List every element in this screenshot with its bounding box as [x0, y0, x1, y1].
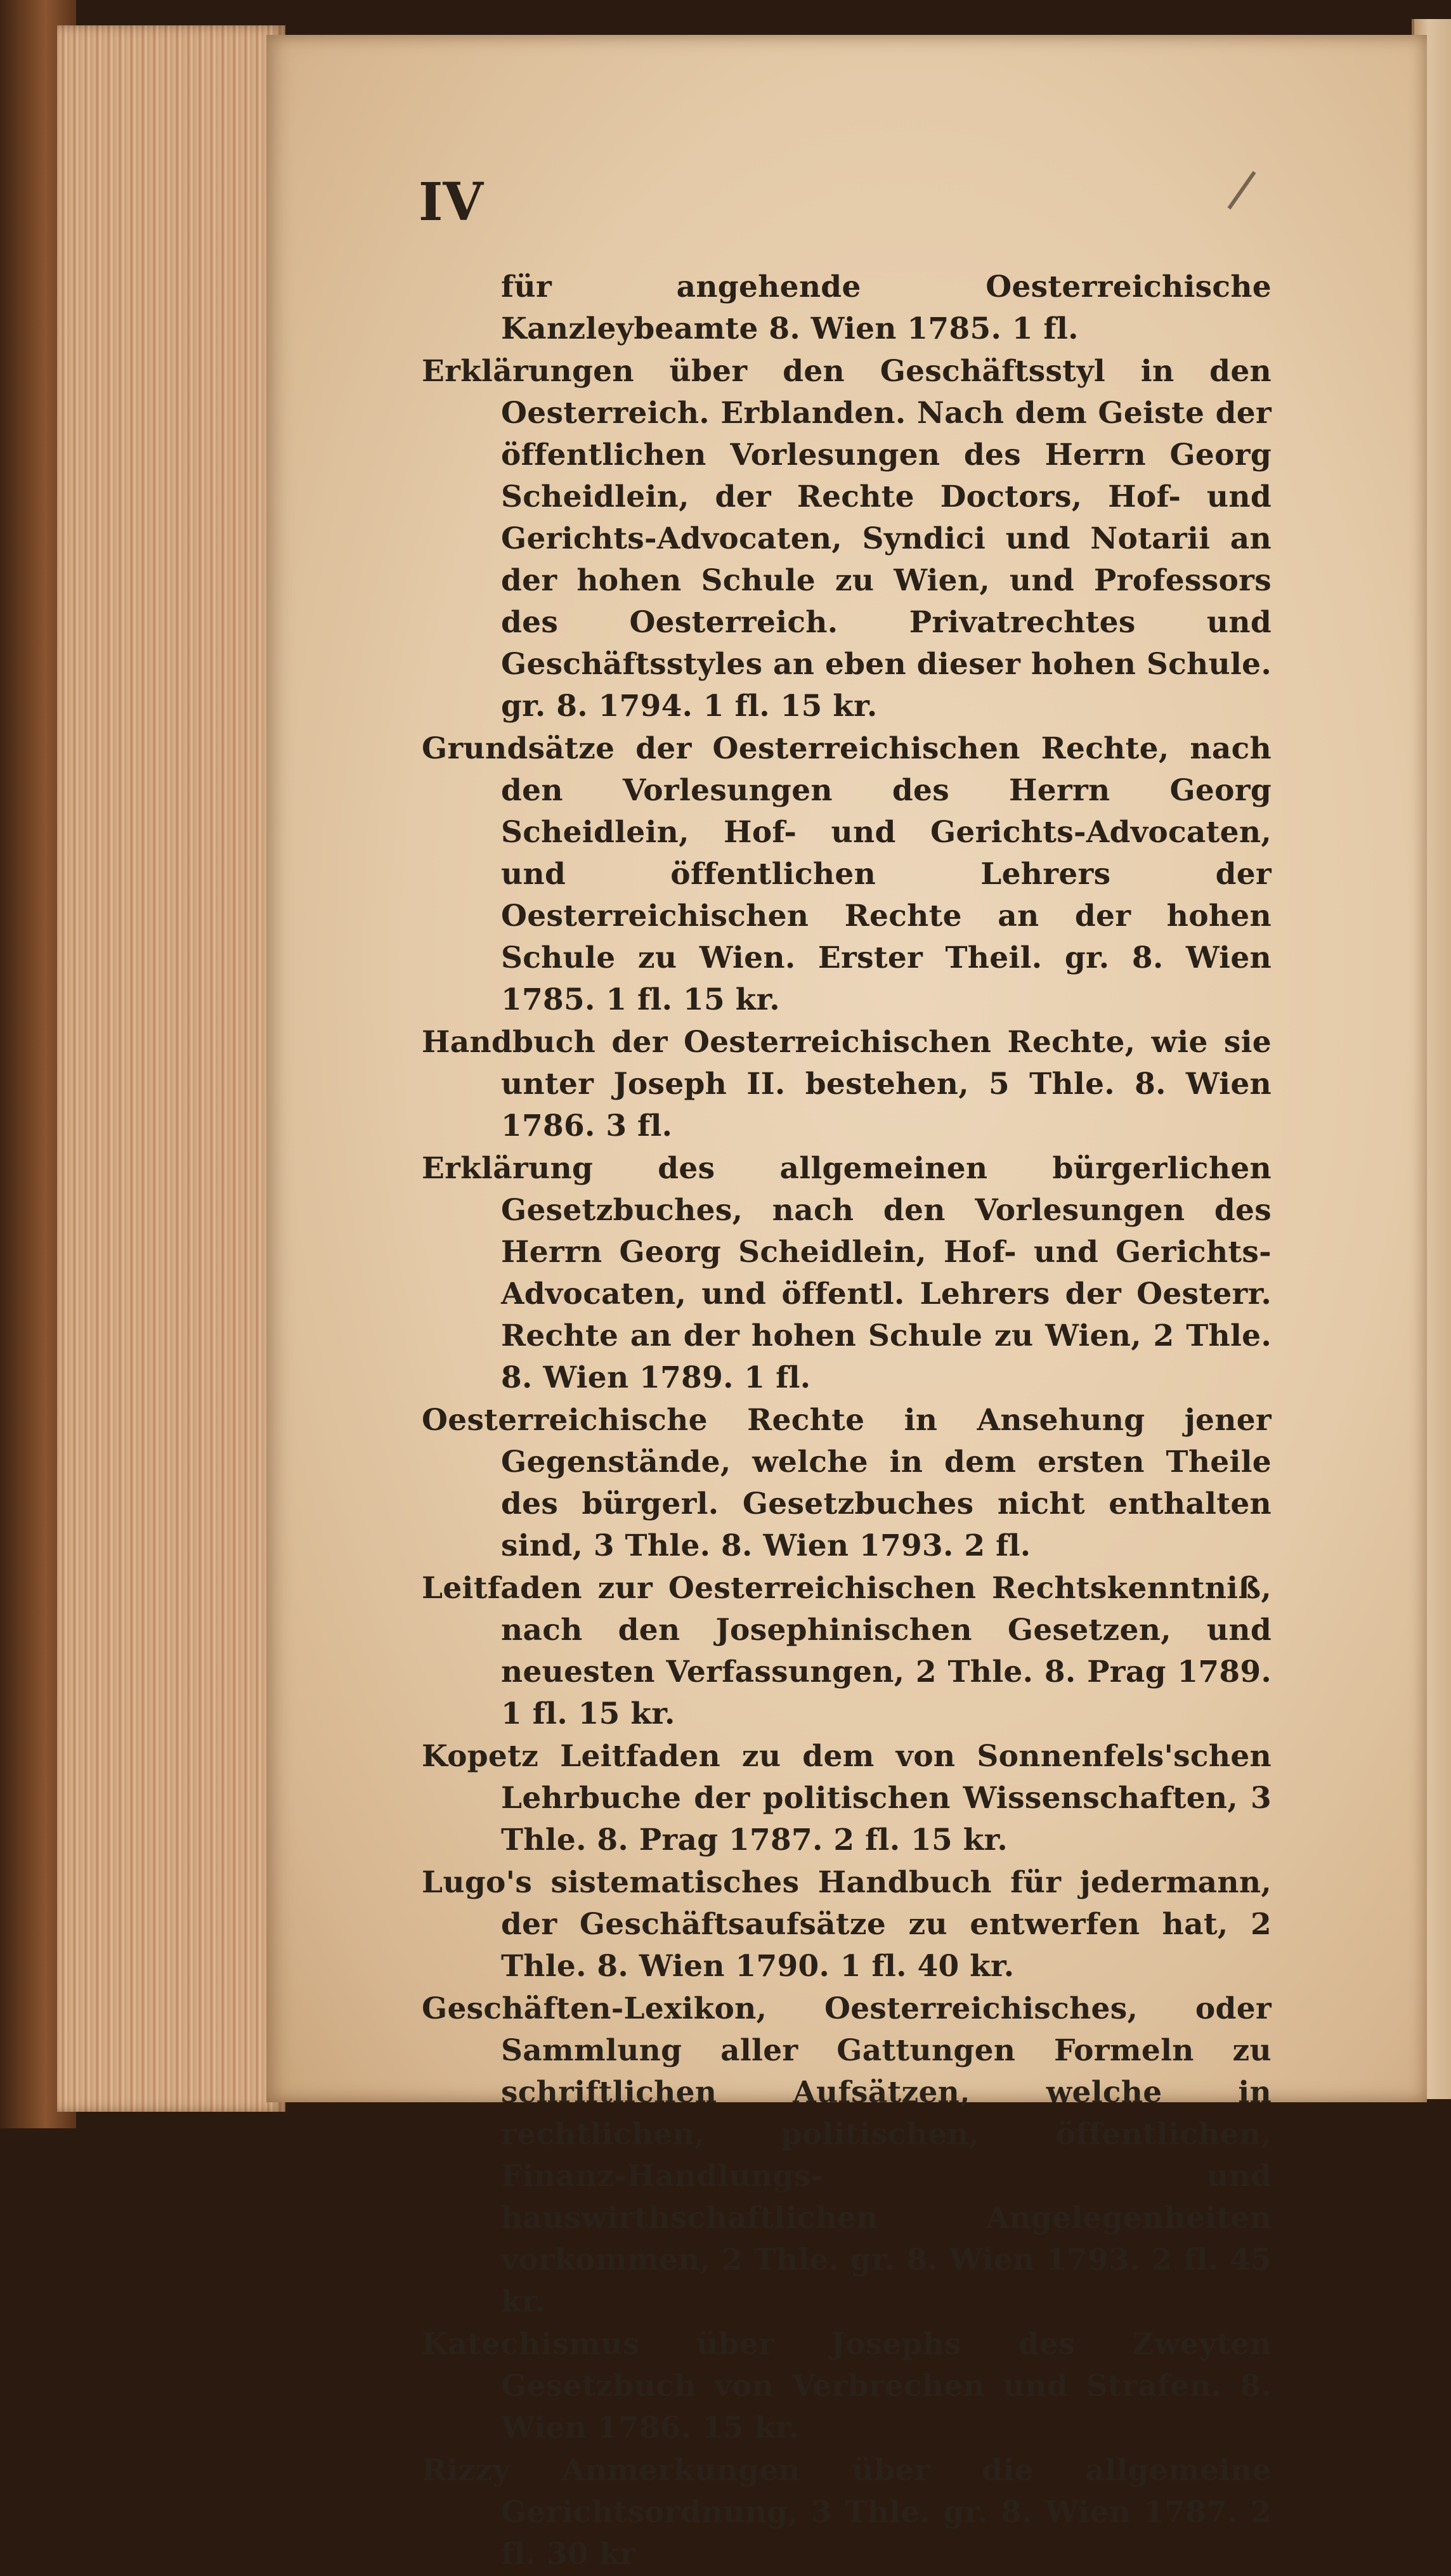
catalog-entry: Lugo's sistematisches Handbuch für jedermann, der Geschäftsaufsätze zu entwerfen hat, 2 Thle. 8. Wien 1790. 1 fl. 40 kr.: [422, 1865, 1272, 1984]
catalog-entry: Erklärungen über den Geschäftsstyl in den Oesterreich. Erblanden. Nach dem Geiste der öffentlichen Vorlesungen des Herrn Georg Scheidlein, der Rechte Doctors, Hof- und Gerichts-Advocaten, Syndici und Notarii an der hohen Schule zu Wien, und Professors des Oesterreich. Privatrechtes und Geschäftsstyles an eben dieser hohen Schule. gr. 8. 1794. 1 fl. 15 kr.: [422, 354, 1272, 724]
catalog-entry: Erklärung des allgemeinen bürgerlichen Gesetzbuches, nach den Vorlesungen des Herrn Georg Scheidlein, Hof- und Gerichts-Advocaten, und öffentl. Lehrers der Oesterr. Rechte an der hohen Schule zu Wien, 2 Thle. 8. Wien 1789. 1 fl.: [422, 1151, 1272, 1395]
catalog-entry: Handbuch der Oesterreichischen Rechte, wie sie unter Joseph II. bestehen, 5 Thle. 8. Wien 1786. 3 fl.: [422, 1025, 1272, 1143]
page-edges: [57, 25, 285, 2112]
catalog-entry: für angehende Oesterreichische Kanzleybeamte 8. Wien 1785. 1 fl.: [501, 270, 1272, 346]
catalog-entry: Katechismus über Josephs des Zweyten Gesetzbuch von Verbrechen und Strafen. 8. Wien 1786. 15 kr.: [422, 2327, 1272, 2445]
catalog-entry: Geschäften-Lexikon, Oesterreichisches, oder Sammlung aller Gattungen Formeln zu schriftlichen Aufsätzen, welche in rechtlichen, politischen, öffentlichen, Finanz-Handlungs- und hauswirthschaftlichen Angelegenheiten vorkommen, 2 Thle. gr. 8. Wien 1793. 2 fl. 45 kr.: [422, 1991, 1272, 2319]
page-number: IV: [419, 172, 483, 233]
catalog-entry: Leitfaden zur Oesterreichischen Rechtskenntniß, nach den Josephinischen Gesetzen, und neuesten Verfassungen, 2 Thle. 8. Prag 1789. 1 fl. 15 kr.: [422, 1571, 1272, 1731]
catalog-entry: Kopetz Leitfaden zu dem von Sonnenfels'schen Lehrbuche der politischen Wissenschaften, 3 Thle. 8. Prag 1787. 2 fl. 15 kr.: [422, 1739, 1272, 1857]
catalog-entry: Rizzy Anmerkungen über die allgemeine Gerichtsordnung, 3 Thle. gr. 8. Wien 1787. 2 fl. 30 kr: [422, 2453, 1272, 2572]
catalog-entry: Oesterreichische Rechte in Ansehung jener Gegenstände, welche in dem ersten Theile des bürgerl. Gesetzbuches nicht enthalten sind, 3 Thle. 8. Wien 1793. 2 fl.: [422, 1403, 1272, 1563]
catalog-text: [422, 266, 1272, 2576]
catalog-entry: Grundsätze der Oesterreichischen Rechte, nach den Vorlesungen des Herrn Georg Scheidlein, Hof- und Gerichts-Advocaten, und öffentlichen Lehrers der Oesterreichischen Rechte an der hohen Schule zu Wien. Erster Theil. gr. 8. Wien 1785. 1 fl. 15 kr.: [422, 731, 1272, 1017]
